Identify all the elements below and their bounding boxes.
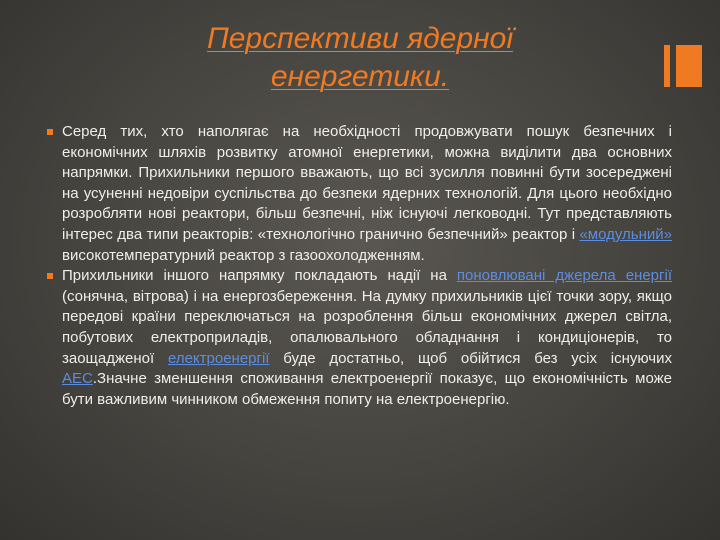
paragraph-2-text-a: Прихильники іншого напрямку покладають надії на xyxy=(62,267,457,285)
slide-title-line-2: енергетики. xyxy=(270,60,450,93)
bullet-paragraph-1 xyxy=(46,122,672,266)
accent-bar-thick xyxy=(676,45,702,87)
accent-bars-decoration xyxy=(664,45,704,87)
link-renewable-energy-sources[interactable]: поновлювані джерела енергії xyxy=(456,267,672,285)
square-bullet-icon xyxy=(47,273,53,279)
slide-content xyxy=(46,122,672,410)
bullet-paragraph-2 xyxy=(46,266,672,410)
accent-bar-thin xyxy=(664,45,670,87)
slide-title-line-1: Перспективи ядерної xyxy=(207,22,513,55)
paragraph-2-text-c: буде достатньо, щоб обійтися без усіх існуючих xyxy=(269,349,672,367)
paragraph-2-text-d: .Значне зменшення споживання електроенергії показує, що економічність може бути важливим чинником обмеження попиту на електроенергію. xyxy=(62,370,672,408)
link-electricity[interactable]: електроенергії xyxy=(167,349,270,367)
link-npp[interactable]: АЕС xyxy=(62,370,93,388)
paragraph-2-text-b: (сонячна, вітрова) і на енергозбереження. На думку прихильників цієї точки зору, якщо передові країни переключаться на розроблення більш економічних джерел світла, побутових електроприладів, опалювального обладнання і кондиціонерів, то заощадженої xyxy=(62,287,672,367)
paragraph-1-text-a: Серед тих, хто наполягає на необхідності продовжувати пошук безпечних і економічних шляхів розвитку атомної енергетики, можна виділити два основних напрямки. Прихильники першого вважають, що всі зусилля повинні бути зосереджені на усуненні недовіри суспільства до безпеки ядерних технологій. Для цього необхідно розробляти нові реактори, більш безпечні, ніж існуючі легководні. Тут представляють інтерес два типи реакторів: «технологічно гранично безпечний» реактор і xyxy=(62,123,672,243)
link-modular[interactable]: «модульний» xyxy=(579,225,672,243)
paragraph-1-text-b: високотемпературний реактор з газоохолодженням. xyxy=(62,246,425,264)
slide-title xyxy=(140,20,580,96)
square-bullet-icon xyxy=(47,129,53,135)
